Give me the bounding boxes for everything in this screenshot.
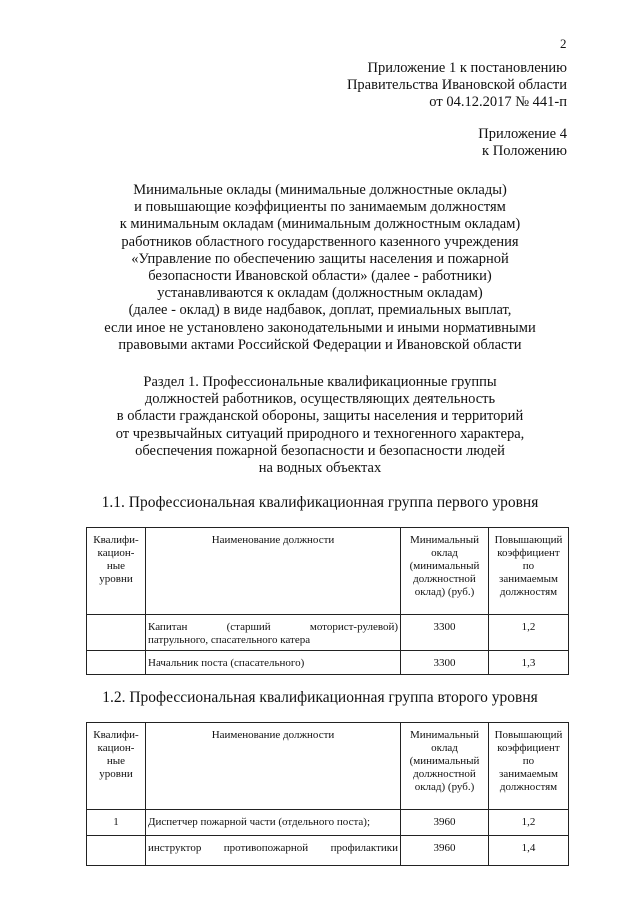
section-line: от чрезвычайных ситуаций природного и техногенного характера,: [115, 425, 525, 442]
row-name-text: инструктор противопожарной профилактики: [148, 842, 398, 854]
row-salary: 3300: [401, 651, 489, 675]
document-title: [0, 182, 640, 354]
group-1-table: [86, 527, 569, 675]
header-level: Квалифи- кацион- ные уровни: [87, 528, 146, 615]
section-line: на водных объектах: [258, 460, 382, 477]
row-name: Начальник поста (спасательного): [146, 651, 401, 675]
section-line: в области гражданской обороны, защиты населения и территорий: [116, 408, 524, 425]
row-salary: 3960: [401, 836, 489, 866]
header-coef: Повышающий коэффициент по занимаемым должностям: [489, 528, 569, 615]
row-name: [146, 836, 401, 866]
header-coef: Повышающий коэффициент по занимаемым должностям: [489, 723, 569, 810]
row-level: [87, 836, 146, 866]
header-name: Наименование должности: [146, 528, 401, 615]
title-line: «Управление по обеспечению защиты населения и пожарной: [131, 250, 509, 267]
title-line: правовыми актами Российской Федерации и Ивановской области: [118, 336, 522, 353]
section-heading: [0, 374, 640, 477]
appendix-1-line: Правительства Ивановской области: [346, 77, 567, 93]
title-line: если иное не установлено законодательными и иными нормативными: [104, 319, 536, 336]
section-line: должностей работников, осуществляющих деятельность: [144, 391, 496, 408]
header-salary: Минимальный оклад (минимальный должностной оклад) (руб.): [401, 723, 489, 810]
header-level: Квалифи- кацион- ные уровни: [87, 723, 146, 810]
table-row: [87, 810, 569, 836]
header-salary: Минимальный оклад (минимальный должностной оклад) (руб.): [401, 528, 489, 615]
title-line: устанавливаются к окладам (должностным окладам): [157, 285, 483, 302]
row-name: Капитан (старший моторист-рулевой) патрульного, спасательного катера: [146, 615, 401, 651]
appendix-1-heading: [347, 60, 567, 111]
table-row: [87, 615, 569, 651]
table-row: [87, 651, 569, 675]
title-line: (далее - оклад) в виде надбавок, доплат, премиальных выплат,: [128, 302, 512, 319]
row-level: [87, 651, 146, 675]
table-header-row: [87, 528, 569, 615]
group-2-table: [86, 722, 569, 866]
table-row: [87, 836, 569, 866]
row-salary: 3960: [401, 810, 489, 836]
appendix-1-line: Приложение 1 к постановлению: [367, 60, 567, 76]
title-line: работников областного государственного казенного учреждения: [121, 233, 519, 250]
header-name: Наименование должности: [146, 723, 401, 810]
appendix-4-line: Приложение 4: [478, 126, 567, 142]
row-level: [87, 615, 146, 651]
table-header-row: [87, 723, 569, 810]
appendix-1-line: от 04.12.2017 № 441-п: [429, 94, 567, 110]
title-line: и повышающие коэффициенты по занимаемым должностям: [134, 199, 506, 216]
row-name: Диспетчер пожарной части (отдельного поста);: [146, 810, 401, 836]
row-coef: 1,4: [489, 836, 569, 866]
row-coef: 1,2: [489, 810, 569, 836]
row-salary: 3300: [401, 615, 489, 651]
row-coef: 1,2: [489, 615, 569, 651]
appendix-4-line: к Положению: [482, 143, 567, 159]
group-2-title: 1.2. Профессиональная квалификационная группа второго уровня: [102, 689, 538, 706]
appendix-4-heading: [478, 126, 567, 160]
title-line: Минимальные оклады (минимальные должностные оклады): [133, 182, 507, 198]
group-1-title: 1.1. Профессиональная квалификационная группа первого уровня: [101, 494, 539, 511]
title-line: безопасности Ивановской области» (далее - работники): [148, 268, 492, 285]
row-coef: 1,3: [489, 651, 569, 675]
section-line: Раздел 1. Профессиональные квалификационные группы: [143, 374, 497, 390]
title-line: к минимальным окладам (минимальным должностным окладам): [119, 216, 521, 233]
row-level: 1: [87, 810, 146, 836]
page-number: 2: [560, 36, 567, 51]
section-line: обеспечения пожарной безопасности и безопасности людей: [135, 442, 505, 459]
